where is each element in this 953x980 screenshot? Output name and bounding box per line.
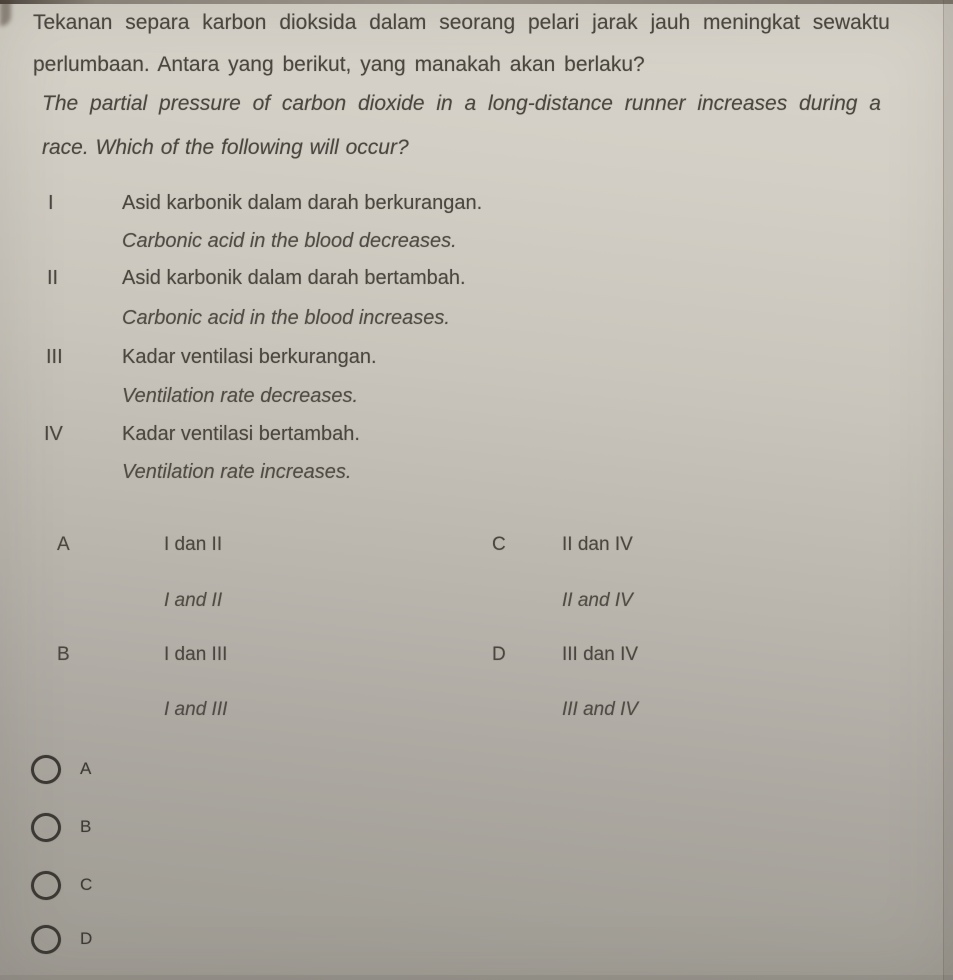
statement-2-numeral: II (47, 267, 59, 289)
answer-choice-b[interactable] (0, 812, 300, 842)
radio-label-c: C (80, 875, 93, 894)
statement-3-numeral: III (46, 346, 63, 368)
option-c-malay: II dan IV (562, 534, 633, 555)
question-english-line-1: The partial pressure of carbon dioxide in a long-distance runner increases during a (42, 92, 881, 115)
option-c-english: II and IV (562, 590, 633, 611)
option-a-malay: I dan II (164, 534, 223, 555)
radio-label-b: B (80, 817, 92, 836)
answer-choice-c[interactable] (0, 870, 300, 900)
statement-2-malay: Asid karbonik dalam darah bertambah. (122, 267, 466, 289)
option-d-letter: D (492, 644, 506, 665)
statement-4-malay: Kadar ventilasi bertambah. (122, 423, 360, 445)
statement-1-malay: Asid karbonik dalam darah berkurangan. (122, 192, 483, 214)
radio-label-d: D (80, 929, 93, 948)
question-malay-line-2: perlumbaan. Antara yang berikut, yang manakah akan berlaku? (33, 53, 645, 76)
option-b-malay: I dan III (164, 644, 228, 665)
option-b-english: I and III (164, 699, 228, 720)
answer-choice-a[interactable] (0, 754, 300, 784)
statement-3-malay: Kadar ventilasi berkurangan. (122, 346, 377, 368)
statement-4-numeral: IV (44, 423, 63, 445)
radio-button-b[interactable] (30, 812, 62, 843)
option-d-english: III and IV (562, 699, 639, 720)
radio-button-c[interactable] (30, 870, 62, 901)
option-b-letter: B (57, 644, 70, 665)
question-malay-line-1: Tekanan separa karbon dioksida dalam seorang pelari jarak jauh meningkat sewaktu (33, 11, 890, 34)
statement-1-english: Carbonic acid in the blood decreases. (122, 230, 457, 252)
radio-button-d[interactable] (30, 924, 62, 955)
question-english-line-2: race. Which of the following will occur? (42, 136, 409, 159)
statement-1-numeral: I (48, 192, 54, 214)
statement-3-english: Ventilation rate decreases. (122, 385, 359, 407)
statement-4-english: Ventilation rate increases. (122, 461, 352, 483)
option-d-malay: III dan IV (562, 644, 639, 665)
answer-choice-d[interactable] (0, 924, 300, 954)
radio-button-a[interactable] (30, 754, 62, 785)
statement-2-english: Carbonic acid in the blood increases. (122, 307, 450, 329)
radio-label-a: A (80, 759, 92, 778)
option-a-english: I and II (164, 590, 223, 611)
option-c-letter: C (492, 534, 506, 555)
option-a-letter: A (57, 534, 70, 555)
